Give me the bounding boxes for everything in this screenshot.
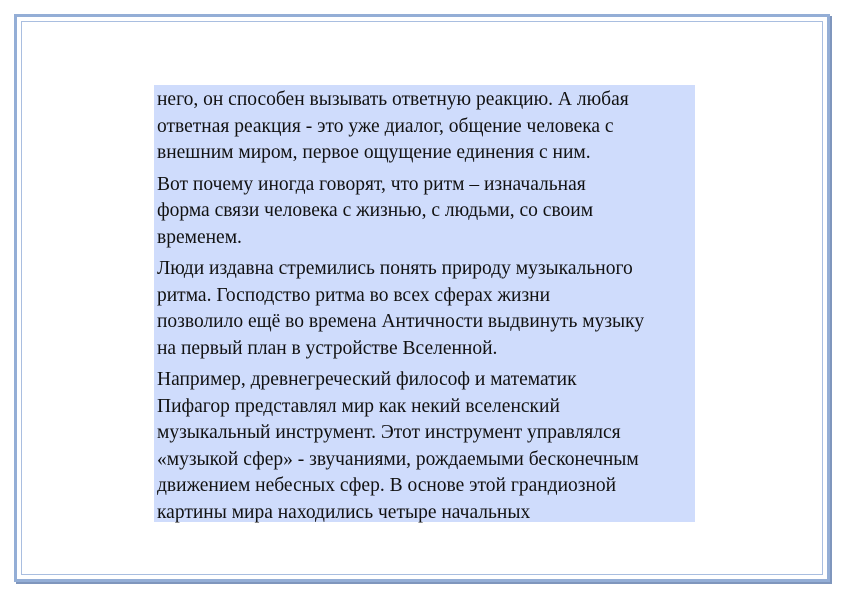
text-line: форма связи человека с жизнью, с людьми, со своим — [157, 200, 594, 221]
text-box — [154, 85, 695, 522]
paragraph-1 — [157, 87, 695, 167]
paragraph-3 — [157, 256, 695, 362]
text-line: него, он способен вызывать ответную реакцию. А любая — [157, 89, 629, 110]
text-line: музыкальный инструмент. Этот инструмент управлялся — [157, 422, 621, 443]
text-line: позволило ещё во времена Античности выдвинуть музыку — [157, 311, 645, 332]
text-line: на первый план в устройстве Вселенной. — [157, 337, 498, 359]
paragraph-4 — [157, 367, 695, 526]
text-line: Пифагор представлял мир как некий вселенский — [157, 395, 560, 417]
text-line: «музыкой сфер» - звучаниями, рождаемыми бесконечным — [157, 448, 639, 470]
text-line: Например, древнегреческий философ и математик — [157, 369, 577, 390]
text-line: Люди издавна стремились понять природу музыкального — [157, 258, 633, 279]
text-line: временем. — [157, 226, 242, 248]
text-line: картины мира находились четыре начальных — [157, 501, 531, 523]
text-line: ритма. Господство ритма во всех сферах жизни — [157, 284, 551, 306]
text-line: движением небесных сфер. В основе этой грандиозной — [157, 475, 617, 496]
text-line: ответная реакция - это уже диалог, общение человека с — [157, 115, 614, 137]
paragraph-2 — [157, 172, 695, 252]
text-line: Вот почему иногда говорят, что ритм – изначальная — [157, 173, 586, 195]
text-line: внешним миром, первое ощущение единения с ним. — [157, 142, 591, 163]
